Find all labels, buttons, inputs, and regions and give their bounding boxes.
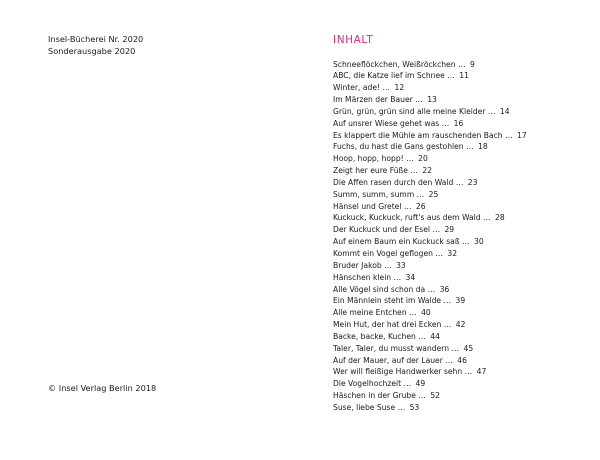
toc-entry-page: 49 [415, 379, 426, 389]
toc-entry-title: Backe, backe, Kuchen [333, 331, 416, 341]
toc-entry-page: 40 [421, 308, 431, 318]
toc-leader: … [444, 71, 458, 81]
toc-entry [333, 248, 527, 260]
toc-entry-page: 26 [415, 201, 426, 211]
toc-entry [333, 260, 527, 272]
toc-entry [333, 390, 527, 402]
toc-entry-page: 53 [409, 402, 420, 412]
toc-leader: … [463, 142, 477, 152]
toc-entry-page: 16 [453, 118, 464, 128]
toc-entry-title: Hänschen klein [333, 272, 392, 282]
toc-leader: … [439, 118, 452, 128]
toc-entry-page: 13 [427, 95, 437, 105]
toc-entry-page: 47 [476, 367, 487, 377]
toc-leader: … [459, 237, 473, 247]
toc-leader: … [441, 296, 454, 306]
toc-entry-title: Suse, liebe Suse [333, 402, 396, 412]
toc-entry [333, 212, 527, 224]
toc-entry-page: 33 [396, 260, 406, 270]
toc-entry-title: Schneeflöckchen, Weißröckchen [333, 59, 456, 69]
toc-entry [333, 82, 527, 94]
toc-entry [333, 201, 527, 213]
toc-entry [333, 130, 527, 142]
toc-entry-title: Auf einem Baum ein Kuckuck saß [333, 237, 460, 247]
toc-entry-title: Summ, summ, summ [333, 189, 415, 199]
toc-heading: INHALT [333, 34, 374, 46]
toc-leader: … [480, 213, 494, 223]
toc-entry [333, 59, 527, 71]
toc-entry-title: Es klappert die Mühle am rauschenden Bach [333, 130, 503, 140]
toc-entry-page: 36 [439, 284, 450, 294]
toc-leader: … [391, 272, 404, 282]
toc-entry [333, 307, 527, 319]
toc-entry [333, 366, 527, 378]
toc-entry-page: 52 [430, 391, 440, 401]
toc-leader: … [406, 308, 420, 318]
toc-leader: … [401, 201, 414, 211]
toc-entry-title: Hoop, hopp, hopp! [333, 154, 404, 164]
toc-entry-page: 20 [418, 154, 428, 164]
toc-entry [333, 153, 527, 165]
toc-entry-title: ABC, die Katze lief im Schnee [333, 71, 445, 81]
toc-entry-page: 11 [459, 71, 469, 81]
toc-entry-title: Mein Hut, der hat drei Ecken [333, 320, 442, 330]
toc-entry [333, 177, 527, 189]
toc-entry-title: Im Märzen der Bauer [333, 95, 413, 105]
toc-list [333, 59, 527, 414]
toc-entry-page: 25 [428, 189, 439, 199]
toc-entry-title: Winter, ade! [333, 83, 381, 93]
toc-leader: … [462, 367, 475, 377]
toc-entry [333, 319, 527, 331]
toc-entry-page: 23 [467, 177, 478, 187]
toc-leader: … [407, 166, 421, 176]
toc-leader: … [380, 83, 393, 93]
toc-entry-title: Auf unsrer Wiese gehet was [333, 118, 440, 128]
toc-entry [333, 236, 527, 248]
toc-leader: … [441, 320, 454, 330]
toc-entry-page: 22 [422, 166, 433, 176]
toc-entry [333, 272, 527, 284]
toc-entry-page: 18 [478, 142, 488, 152]
toc-entry [333, 355, 527, 367]
toc-entry [333, 141, 527, 153]
toc-entry [333, 189, 527, 201]
toc-entry-page: 30 [474, 237, 484, 247]
toc-entry-page: 17 [517, 130, 527, 140]
toc-leader: … [381, 260, 395, 270]
toc-leader: … [430, 225, 443, 235]
toc-entry-title: Kommt ein Vogel geflogen [333, 249, 433, 258]
toc-entry-page: 28 [495, 213, 505, 223]
toc-leader: … [412, 95, 426, 105]
toc-entry-title: Alle meine Entchen [333, 308, 407, 318]
toc-leader: … [425, 284, 438, 294]
toc-entry-page: 29 [444, 225, 455, 235]
copyright-notice: © Insel Verlag Berlin 2018 [48, 383, 157, 393]
toc-leader: … [414, 189, 427, 199]
toc-entry [333, 378, 527, 390]
toc-leader: … [502, 130, 516, 140]
toc-entry-title: Häschen in der Grube [333, 391, 416, 401]
toc-entry-title: Auf der Mauer, auf der Lauer [333, 355, 443, 365]
toc-entry [333, 106, 527, 118]
toc-entry [333, 70, 527, 82]
toc-leader: … [432, 249, 446, 258]
toc-entry [333, 343, 527, 355]
toc-entry-title: Kuckuck, Kuckuck, ruft's aus dem Wald [333, 213, 481, 223]
toc-entry-title: Bruder Jakob [333, 260, 382, 270]
toc-entry-title: Zeigt her eure Füße [333, 166, 408, 176]
toc-entry-page: 39 [455, 296, 466, 306]
toc-entry [333, 402, 527, 414]
toc-entry-page: 34 [405, 272, 416, 282]
toc-leader: … [442, 355, 456, 365]
toc-leader: … [403, 154, 417, 164]
toc-entry-page: 12 [394, 83, 405, 93]
toc-entry-title: Grün, grün, grün sind alle meine Kleider [333, 106, 486, 116]
toc-entry [333, 295, 527, 307]
toc-leader: … [395, 402, 408, 412]
toc-entry-page: 32 [447, 249, 458, 258]
toc-leader: … [415, 331, 429, 341]
toc-entry [333, 94, 527, 106]
toc-entry-page: 14 [499, 106, 510, 116]
toc-entry-title: Hänsel und Gretel [333, 201, 402, 211]
toc-leader: … [449, 343, 462, 353]
toc-entry-title: Ein Männlein steht im Walde [333, 296, 442, 306]
toc-leader: … [485, 106, 498, 116]
toc-entry-page: 44 [430, 331, 440, 341]
edition-label: Sonderausgabe 2020 [48, 46, 136, 56]
toc-entry-title: Wer will fleißige Handwerker sehn [333, 367, 463, 377]
toc-entry-title: Taler, Taler, du musst wandern [333, 343, 450, 353]
toc-entry-page: 42 [455, 320, 466, 330]
toc-entry [333, 284, 527, 296]
series-title: Insel-Bücherei Nr. 2020 [48, 34, 144, 44]
toc-entry-title: Die Vogelhochzeit [333, 379, 402, 389]
toc-entry-title: Fuchs, du hast die Gans gestohlen [333, 142, 464, 152]
toc-entry-title: Der Kuckuck und der Esel [333, 225, 431, 235]
toc-entry-title: Die Affen rasen durch den Wald [333, 177, 454, 187]
toc-entry-page: 45 [463, 343, 474, 353]
toc-entry-page: 46 [457, 355, 467, 365]
toc-leader: … [455, 59, 468, 69]
toc-entry-title: Alle Vögel sind schon da [333, 284, 426, 294]
toc-entry-page: 9 [469, 59, 475, 69]
toc-entry [333, 331, 527, 343]
toc-entry [333, 224, 527, 236]
toc-leader: … [453, 177, 466, 187]
toc-entry [333, 118, 527, 130]
imprint-block [48, 33, 143, 57]
toc-entry [333, 165, 527, 177]
toc-leader: … [401, 379, 414, 389]
toc-leader: … [415, 391, 429, 401]
